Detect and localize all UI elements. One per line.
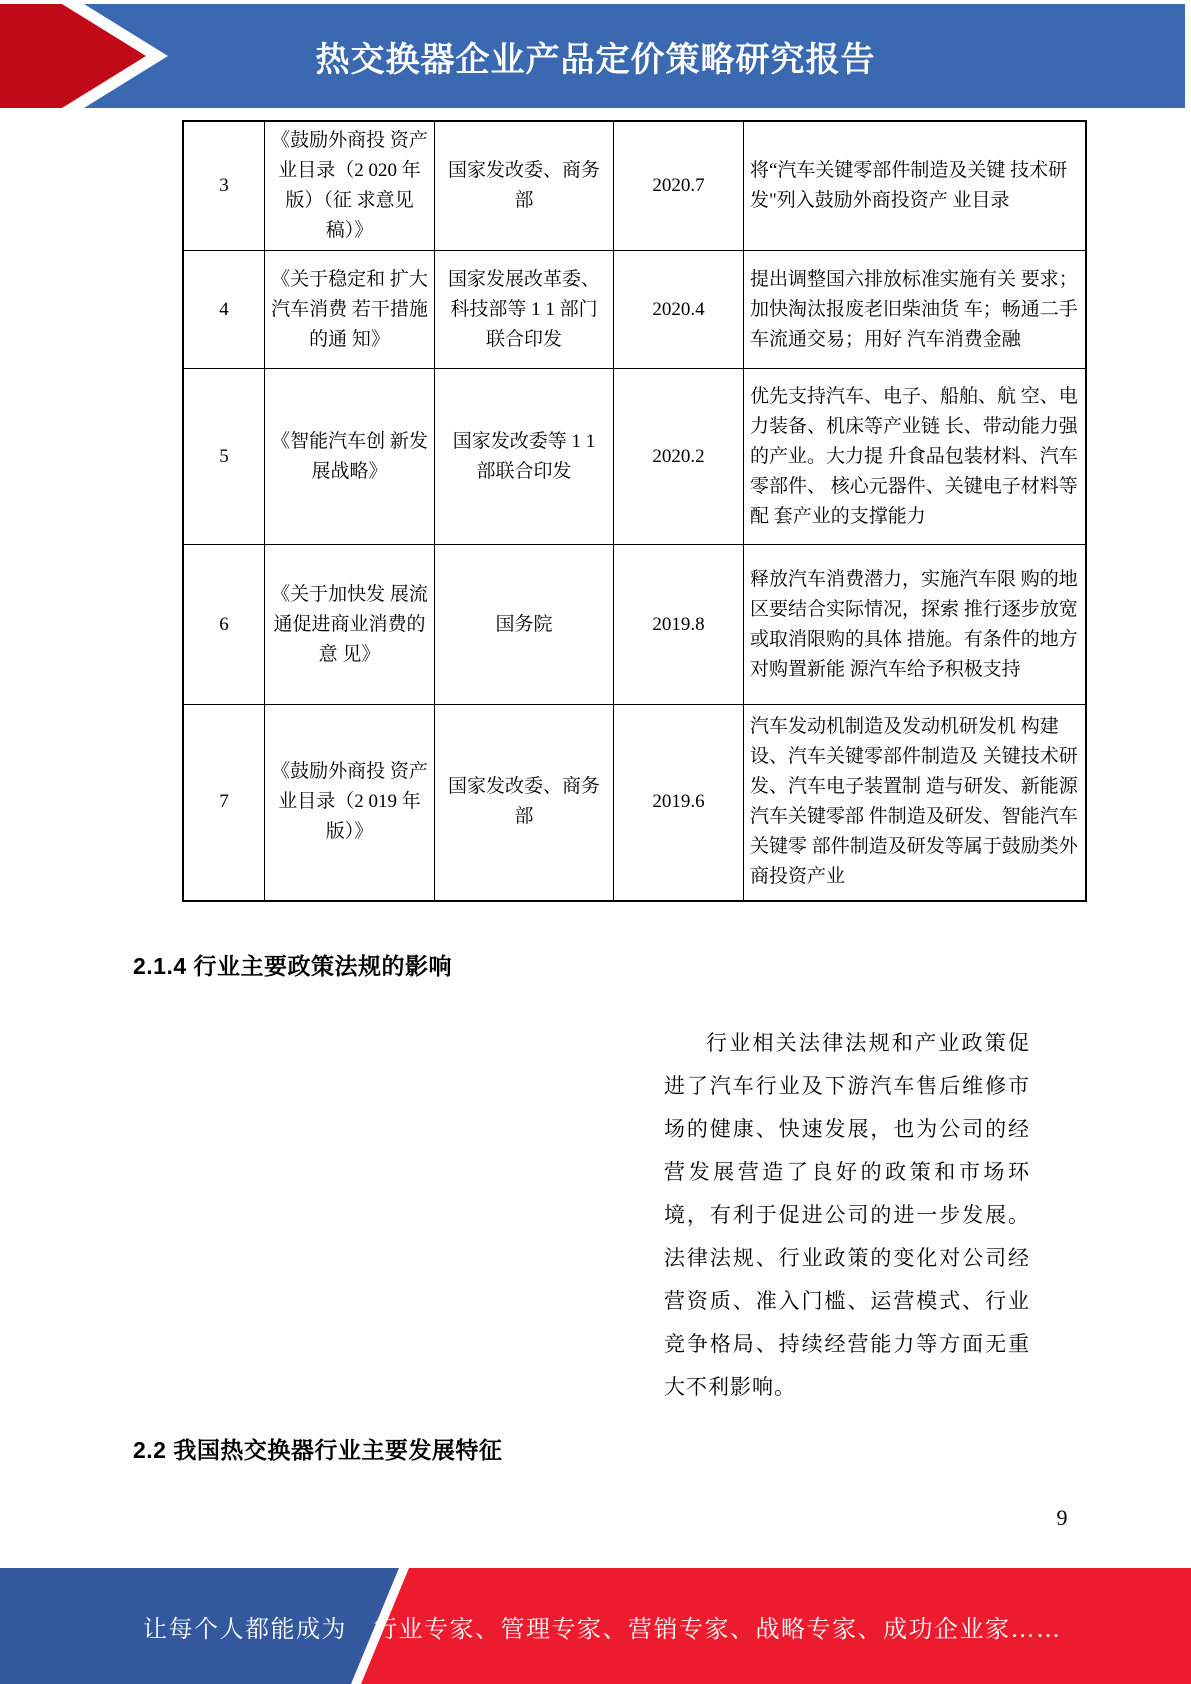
- body-paragraph: 行业相关法律法规和产业政策促进了汽车行业及下游汽车售后维修市场的健康、快速发展，也为公司的经营发展营造了良好的政策和市场环境，有利于促进公司的进一步发展。法律法规、行业政策的变化对公司经营资质、准入门槛、运营模式、行业竞争格局、持续经营能力等方面无重大不利影响。: [664, 1031, 1030, 1399]
- cell-policy-name: 《关于稳定和 扩大汽车消费 若干措施的通 知》: [265, 251, 435, 369]
- cell-content: 释放汽车消费潜力，实施汽车限 购的地区要结合实际情况，探索 推行逐步放宽或取消限购的具体 措施。有条件的地方对购置新能 源汽车给予积极支持: [744, 545, 1087, 705]
- table-row: [183, 121, 1086, 251]
- cell-issuer: 国家发改委等 1 1 部联合印发: [435, 369, 614, 545]
- footer-band: [0, 1568, 1191, 1684]
- table-row: [183, 545, 1086, 705]
- cell-date: 2019.8: [614, 545, 744, 705]
- cell-date: 2020.7: [614, 121, 744, 251]
- table-row: [183, 705, 1086, 901]
- cell-date: 2020.4: [614, 251, 744, 369]
- cell-row-number: 3: [183, 121, 265, 251]
- cell-row-number: 7: [183, 705, 265, 901]
- cell-date: 2019.6: [614, 705, 744, 901]
- table-row: [183, 369, 1086, 545]
- section-heading-22: 2.2 我国热交换器行业主要发展特征: [133, 1437, 503, 1463]
- cell-content: 将“汽车关键零部件制造及关键 技术研发"列入鼓励外商投资产 业目录: [744, 121, 1087, 251]
- cell-date: 2020.2: [614, 369, 744, 545]
- page-title: 热交换器企业产品定价策略研究报告: [315, 40, 876, 79]
- page-number: 9: [1056, 1505, 1068, 1530]
- cell-row-number: 4: [183, 251, 265, 369]
- cell-row-number: 5: [183, 369, 265, 545]
- cell-issuer: 国务院: [435, 545, 614, 705]
- cell-content: 优先支持汽车、电子、船舶、航 空、电力装备、机床等产业链 长、带动能力强的产业。大力提 升食品包装材料、汽车零部件、 核心元器件、关键电子材料等配 套产业的支撑能力: [744, 369, 1087, 545]
- section-heading-214: 2.1.4 行业主要政策法规的影响: [133, 953, 453, 979]
- cell-issuer: 国家发改委、商务部: [435, 705, 614, 901]
- cell-row-number: 6: [183, 545, 265, 705]
- cell-policy-name: 《鼓励外商投 资产业目录（2 019 年版）》: [265, 705, 435, 901]
- footer-left-text: 让每个人都能成为: [143, 1616, 347, 1643]
- cell-policy-name: 《关于加快发 展流通促进商业消费的意 见》: [265, 545, 435, 705]
- cell-policy-name: 《智能汽车创 新发展战略》: [265, 369, 435, 545]
- policy-table: [182, 120, 1087, 902]
- cell-policy-name: 《鼓励外商投 资产业目录（2 020 年版）（征 求意见稿）》: [265, 121, 435, 251]
- cell-content: 汽车发动机制造及发动机研发机 构建设、汽车关键零部件制造及 关键技术研发、汽车电子装置制 造与研发、新能源汽车关键零部 件制造及研发、智能汽车关键零 部件制造及研发等属于鼓励类外 商投资产业: [744, 705, 1087, 901]
- footer-right-text: 行业专家、管理专家、营销专家、战略专家、成功企业家……: [373, 1616, 1062, 1643]
- cell-issuer: 国家发改委、商务部: [435, 121, 614, 251]
- table-row: [183, 251, 1086, 369]
- cell-issuer: 国家发展改革委、科技部等 1 1 部门联合印发: [435, 251, 614, 369]
- cell-content: 提出调整国六排放标准实施有关 要求；加快淘汰报废老旧柴油货 车；畅通二手车流通交易；用好 汽车消费金融: [744, 251, 1087, 369]
